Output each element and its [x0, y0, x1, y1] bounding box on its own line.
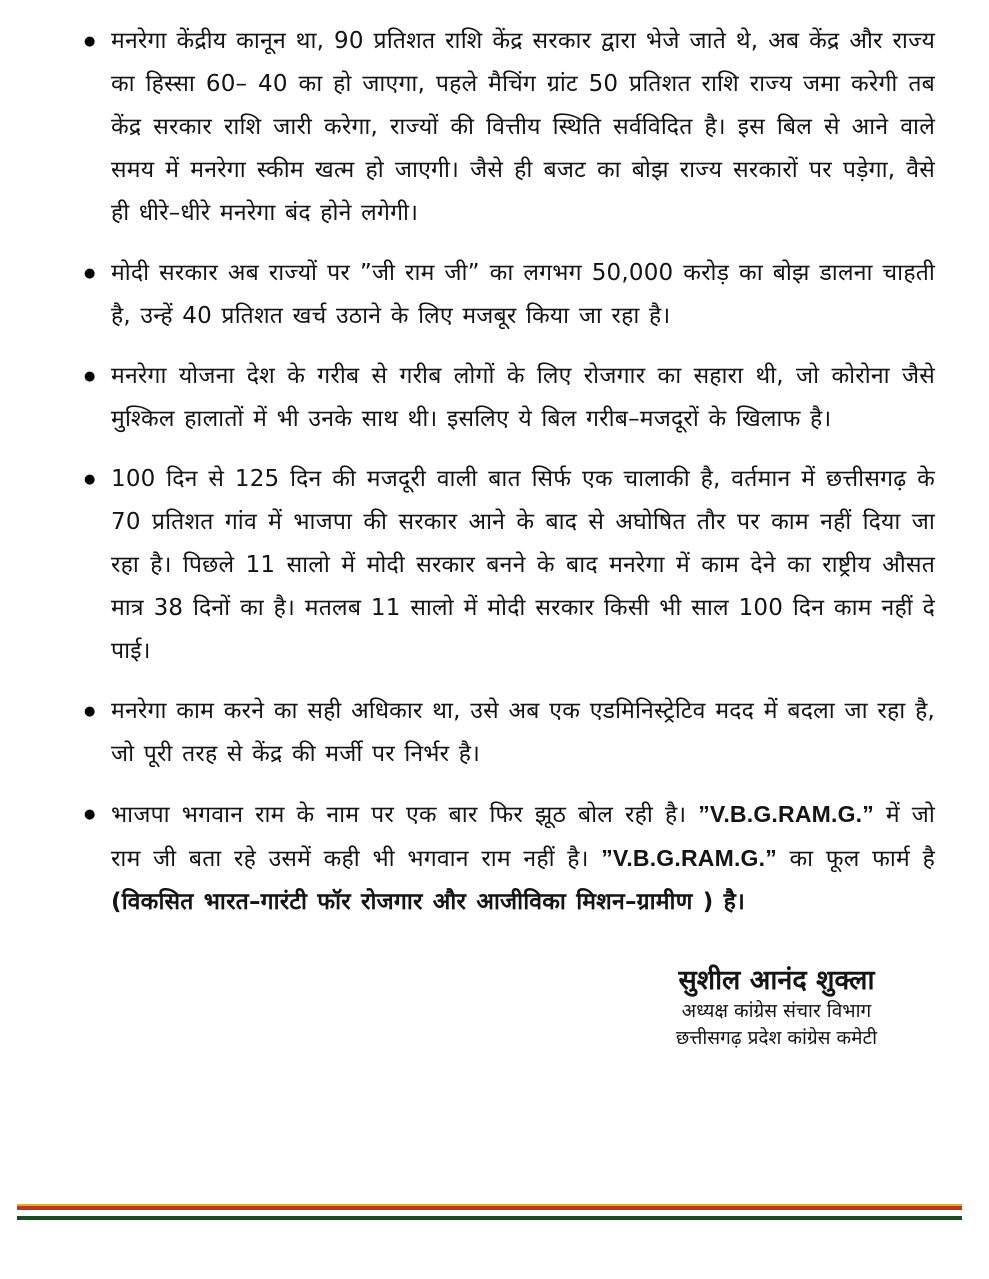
bullet-text: मोदी सरकार अब राज्यों पर ”जी राम जी” का लगभग 50,000 करोड़ का बोझ डालना चाहती है, उन्हें 40 प्रतिशत खर्च उठाने के लिए मजबूर किया जा रहा है।: [111, 260, 935, 329]
signatory-designation: अध्यक्ष कांग्रेस संचार विभाग: [681, 999, 872, 1022]
bullet-point-2: [84, 252, 935, 338]
bullet-text-segment: भाजपा भगवान राम के नाम पर एक बार फिर झूठ बोल रही है।: [111, 802, 699, 828]
bullet-icon: ●: [84, 807, 96, 822]
bullet-icon: ●: [84, 34, 96, 49]
vbgramg-abbreviation: ”V.B.G.RAM.G.”: [601, 845, 777, 871]
bullet-icon: ●: [84, 369, 96, 384]
bullet-point-1: [84, 20, 935, 235]
bullet-point-4: [84, 458, 935, 673]
bullet-text: मनरेगा केंद्रीय कानून था, 90 प्रतिशत राशि केंद्र सरकार द्वारा भेजे जाते थे, अब केंद्र और राज्य का हिस्सा 60– 40 का हो जाएगा, पहले मैचिंग ग्रांट 50 प्रतिशत राशि राज्य जमा करेगी तब केंद्र सरकार राशि जारी करेगा, राज्यों की वित्तीय स्थिति सर्वविदित है। इस बिल से आने वाले समय में मनरेगा स्कीम खत्म हो जाएगी। जैसे ही बजट का बोझ राज्य सरकारों पर पड़ेगा, वैसे ही धीरे–धीरे मनरेगा बंद होने लगेगी।: [111, 28, 935, 226]
vbgramg-full-form: (विकसित भारत–गारंटी फॉर रोजगार और आजीविका मिशन–ग्रामीण ) है।: [111, 889, 745, 915]
bullet-icon: ●: [84, 266, 96, 281]
vbgramg-abbreviation: ”V.B.G.RAM.G.”: [698, 801, 874, 827]
bullet-point-5: [84, 690, 935, 776]
bullet-text: मनरेगा योजना देश के गरीब से गरीब लोगों के लिए रोजगार का सहारा थी, जो कोरोना जैसे मुश्किल हालातों में भी उनके साथ थी। इसलिए ये बिल गरीब–मजदूरों के खिलाफ है।: [111, 363, 935, 432]
divider-green-line: [17, 1216, 962, 1220]
bullet-text-segment: का फूल फार्म है: [776, 846, 935, 872]
bullet-point-6: [84, 793, 935, 924]
tricolor-divider: [17, 1204, 962, 1220]
bullet-text-segment: में जो राम जी बता रहे उसमें कही भी भगवान राम नहीं है।: [111, 802, 935, 872]
bullet-text: [111, 793, 935, 924]
bullet-text: मनरेगा काम करने का सही अधिकार था, उसे अब एक एडमिनिस्ट्रेटिव मदद में बदला जा रहा है, जो पूरी तरह से केंद्र की मर्जी पर निर्भर है।: [111, 698, 935, 767]
signatory-organization: छत्तीसगढ़ प्रदेश कांग्रेस कमेटी: [675, 1027, 877, 1050]
signature-block: [676, 964, 877, 1053]
signatory-name: सुशील आनंद शुक्ला: [678, 965, 875, 996]
bullet-icon: ●: [84, 704, 96, 719]
bullet-icon: ●: [84, 472, 96, 487]
bullet-point-3: [84, 355, 935, 441]
bullet-text: 100 दिन से 125 दिन की मजदूरी वाली बात सिर्फ एक चालाकी है, वर्तमान में छत्तीसगढ़ के 70 प्रतिशत गांव में भाजपा की सरकार आने के बाद से अघोषित तौर पर काम नहीं दिया जा रहा है। पिछले 11 सालो में मोदी सरकार बनने के बाद मनरेगा में काम देने का राष्ट्रीय औसत मात्र 38 दिनों का है। मतलब 11 सालो में मोदी सरकार किसी भी साल 100 दिन काम नहीं दे पाई।: [111, 466, 935, 664]
